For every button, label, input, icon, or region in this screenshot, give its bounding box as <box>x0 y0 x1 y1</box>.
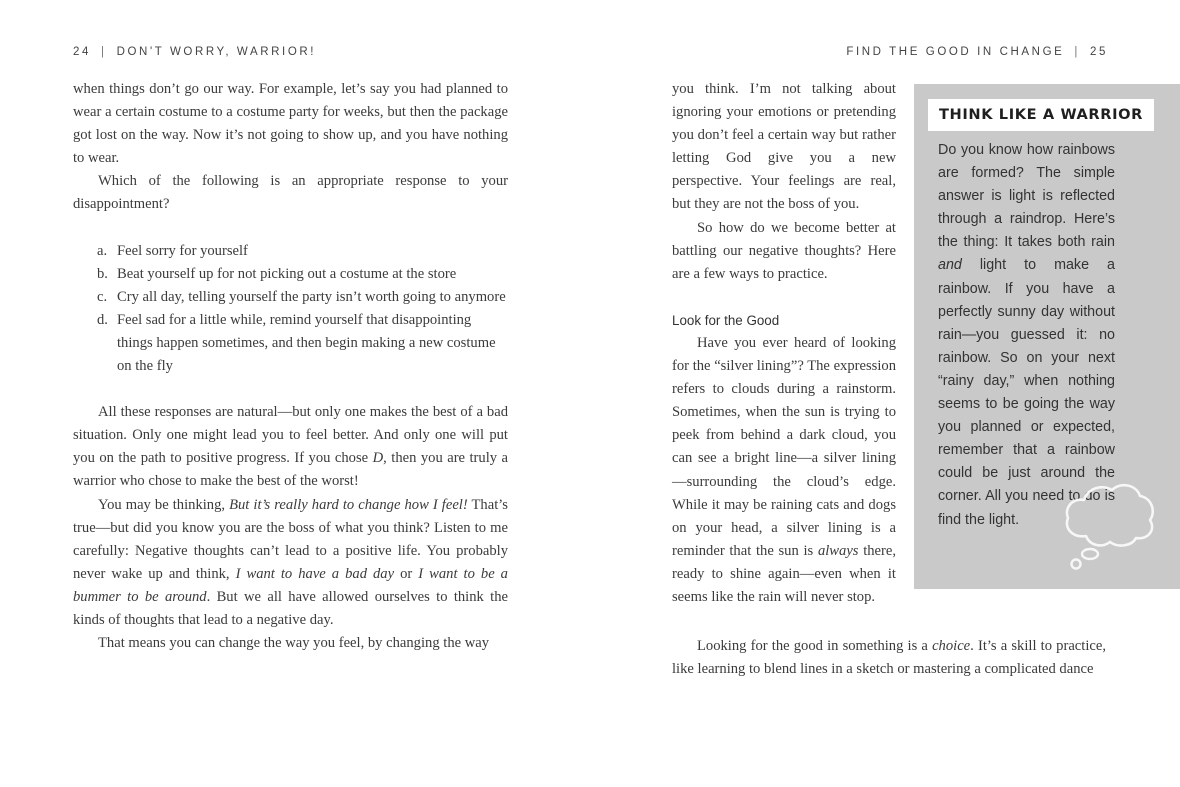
choice-text: Cry all day, telling yourself the party isn’t worth going to anymore <box>117 288 506 305</box>
left-para-1: when things don’t go our way. For example, let’s say you had planned to wear a certain costume to a costume party for weeks, but then the package got lost on the way. Now it’s not going to show up, and you have nothing to wear. <box>73 81 508 167</box>
text-run: . But we all have allowed ourselves to think the kinds of thoughts that lead to a negative day. <box>73 588 508 628</box>
emphasis-text: I want to be a bummer to be around <box>73 565 508 605</box>
book-title: DON'T WORRY, WARRIOR! <box>116 46 317 58</box>
emphasis-text: I want to have a bad day <box>235 565 395 582</box>
left-head-separator: | <box>101 46 107 58</box>
choice-letter: c. <box>97 288 108 305</box>
section-subhead: Look for the Good <box>672 312 780 328</box>
text-run: or <box>394 565 419 582</box>
choice-letter: a. <box>97 242 108 259</box>
spacer <box>73 217 508 240</box>
emphasis-text: But it’s really hard to change how I feel! <box>229 496 468 513</box>
text-run: there, ready to shine again—even when it seems like the rain will never stop. <box>672 542 897 605</box>
sidebar-title: THINK LIKE A WARRIOR <box>928 99 1154 131</box>
left-para-5: That means you can change the way you feel, by changing the way <box>98 635 490 652</box>
right-running-head <box>846 46 1108 58</box>
text-run: That’s true—but did you know you are the boss of what you think? Listen to me carefully: Negative thoughts can’t lead to a positive life. You probably never wake up and think, <box>73 496 508 582</box>
text-run: All these responses are natural—but only one makes the best of a bad situation. Only one might lead you to feel better. And only one will put you on the path to positive progress. If you chose <box>73 404 508 467</box>
right-para-3 <box>672 332 896 609</box>
text-run: Have you ever heard of looking for the “silver lining”? The expression refers to clouds during a rainstorm. Sometimes, when the sun is trying to peek from behind a dark cloud, you can see a bright line—a silver lining—surrounding the cloud’s edge. While it may be raining cats and dogs on your head, a silver lining is a reminder that the sun is <box>672 334 896 559</box>
left-running-head <box>73 46 316 58</box>
choice-item <box>97 240 508 263</box>
right-para-4 <box>672 635 1106 681</box>
left-para-question: Which of the following is an appropriate response to your disappointment? <box>73 173 508 213</box>
choice-letter: d. <box>97 311 108 328</box>
right-page-column <box>672 78 896 609</box>
right-page-number: 25 <box>1090 46 1108 58</box>
choice-letter: b. <box>97 265 108 282</box>
text-run: . It’s a skill to practice, like learning to blend lines in a sketch or mastering a complicated dance <box>672 638 1106 678</box>
spacer <box>672 286 896 309</box>
choice-text: Beat yourself up for not picking out a costume at the store <box>117 265 457 282</box>
answer-choices <box>73 240 508 379</box>
text-run: Looking for the good in something is a <box>697 638 933 654</box>
text-run: , then you are truly a warrior who chose to make the best of the worst! <box>73 450 509 490</box>
left-page-body <box>73 78 508 655</box>
think-like-a-warrior-sidebar <box>914 84 1180 589</box>
left-para-4 <box>73 494 508 633</box>
choice-item <box>97 286 508 309</box>
text-run: light to make a rainbow. If you have a perfectly sunny day without rain—you guessed it: no rainbow. So on your next “rainy day,” when nothing seems to be going the way you planned or expected, remember that a rainbow could be just around the corner. All you need to do is find the light. <box>938 257 1115 528</box>
right-para-1: you think. I’m not talking about ignoring your emotions or pretending you don’t feel a certain way but rather letting God give you a new perspective. Your feelings are real, but they are not the boss of you. <box>672 81 896 213</box>
text-run: Do you know how rainbows are formed? The simple answer is light is reflected through a raindrop. Here’s the thing: It takes both rain <box>938 142 1115 251</box>
sidebar-text <box>938 139 1115 532</box>
choice-text: Feel sorry for yourself <box>117 242 248 259</box>
text-run: You may be thinking, <box>98 496 230 513</box>
right-page-full-width <box>672 635 1106 681</box>
left-para-3 <box>73 401 508 493</box>
emphasis-text: always <box>817 542 859 559</box>
emphasis-text: D <box>372 450 384 467</box>
choice-text: Feel sad for a little while, remind yourself that disappointing things happen sometimes, and then begin making a new costume on the fly <box>117 311 496 375</box>
right-para-2: So how do we become better at battling our negative thoughts? Here are a few ways to practice. <box>672 219 896 282</box>
chapter-title: FIND THE GOOD IN CHANGE <box>846 46 1065 58</box>
choice-item <box>97 263 508 286</box>
spacer <box>73 378 508 401</box>
emphasis-text: and <box>938 257 962 274</box>
right-head-separator: | <box>1074 46 1080 58</box>
sidebar-body <box>938 139 1115 532</box>
emphasis-text: choice <box>932 638 971 654</box>
left-page-number: 24 <box>73 46 91 58</box>
choice-item <box>97 309 508 378</box>
thought-bubble-icon <box>1058 478 1158 574</box>
